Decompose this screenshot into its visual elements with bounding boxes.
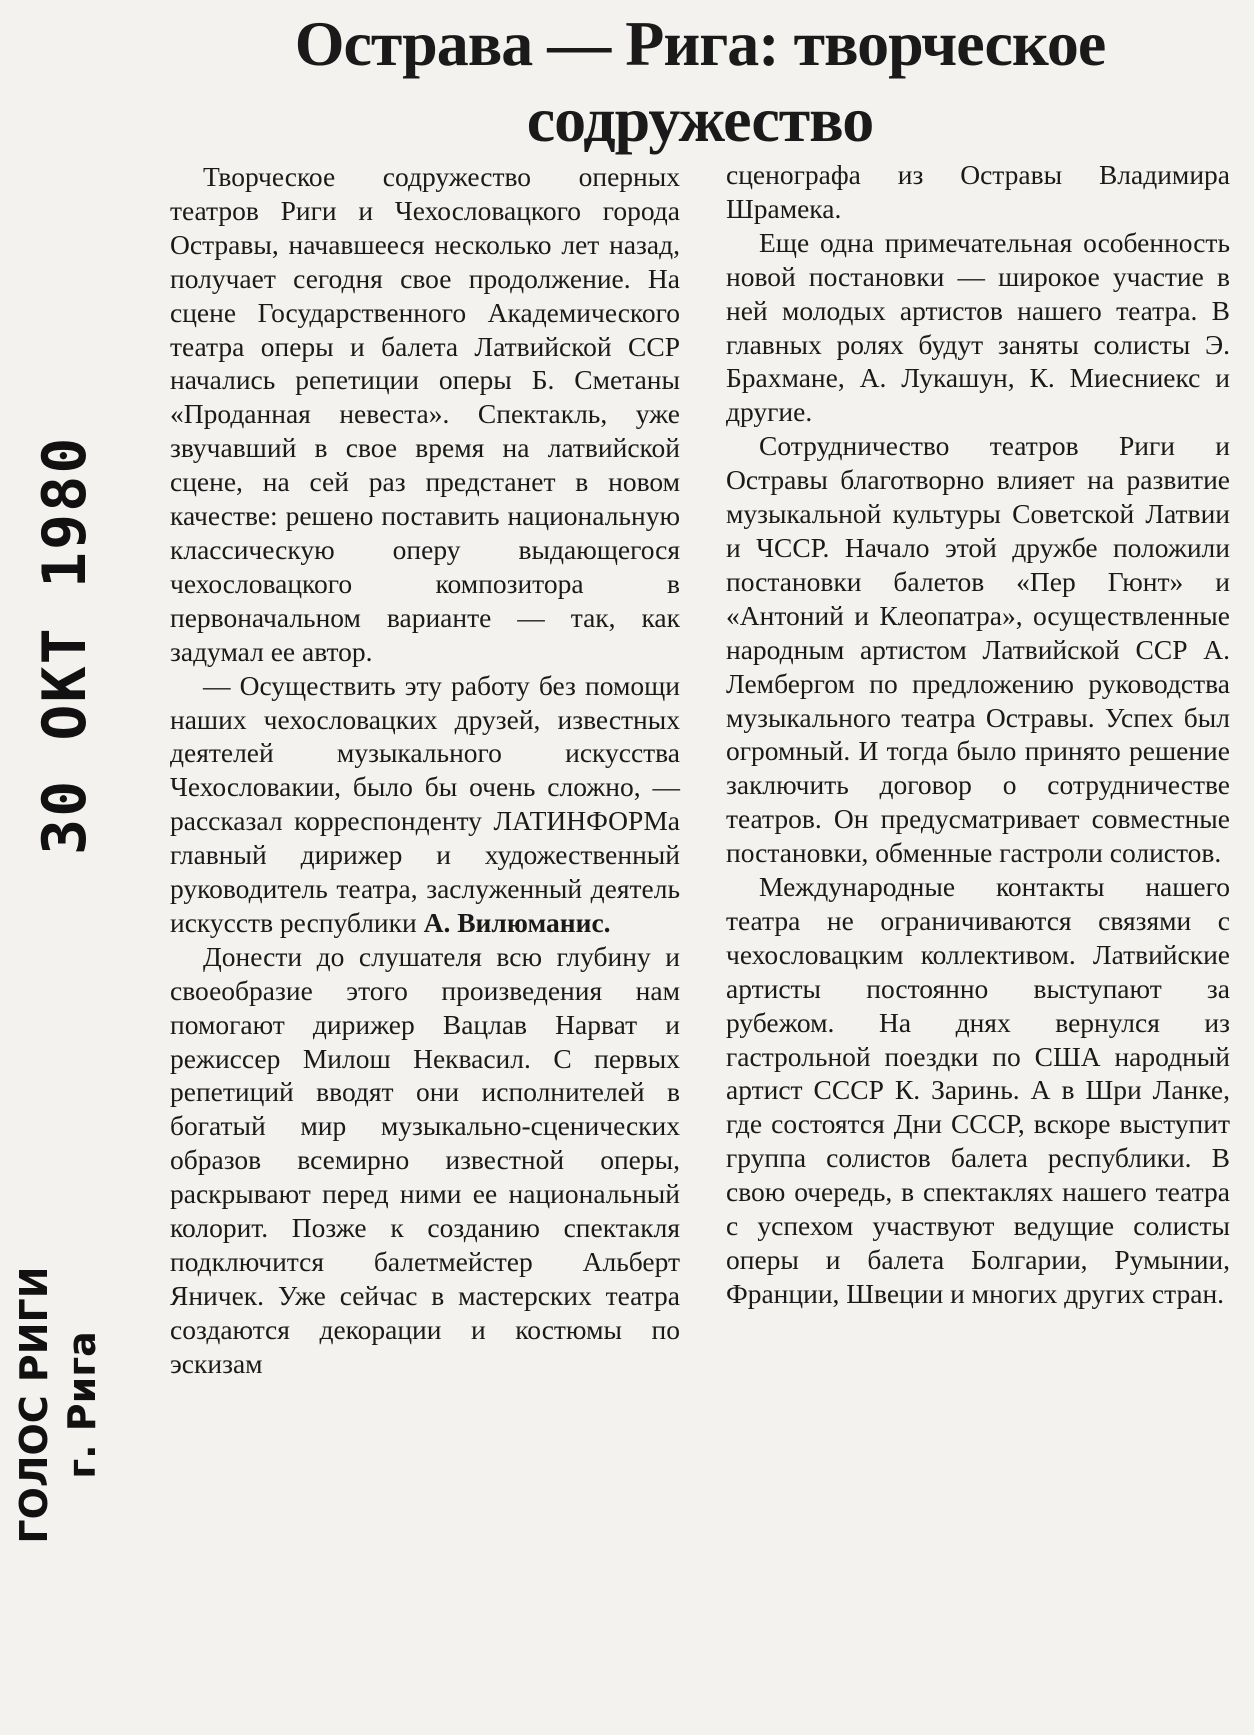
article-column-right bbox=[726, 158, 1230, 1311]
headline-line-1: Острава — Рига: творческое bbox=[294, 8, 1106, 79]
paragraph: Еще одна примечательная особенность новой постановки — широкое участие в ней молодых артистов нашего театра. В главных ролях будут заняты солисты Э. Брахмане, А. Лукашун, К. Миесниекс и другие. bbox=[726, 226, 1230, 428]
paragraph: Творческое содружество оперных театров Риги и Чехословацкого города Остравы, начавшееся несколько лет назад, получает сегодня свое продолжение. На сцене Государственного Академического театра оперы и балета Латвийской ССР начались репетиции оперы Б. Сметаны «Проданная невеста». Спектакль, уже звучавший в свое время на латвийской сцене, на сей раз предстанет в новом качестве: решено поставить национальную классическую оперу выдающегося чехословацкого композитора в первоначальном варианте — так, как задумал ее автор. bbox=[170, 161, 680, 667]
source-stamp-newspaper: ГОЛОС РИГИ bbox=[12, 1266, 56, 1544]
source-stamp-city: г. Рига bbox=[60, 1331, 104, 1479]
quote-person-name: А. Вилюманис. bbox=[423, 906, 611, 938]
paragraph: Сотрудничество театров Риги и Остравы благотворно влияет на развитие музыкальной культуры Советской Латвии и ЧССР. Начало этой дружбе положили постановки балетов «Пер Гюнт» и «Антоний и Клеопатра», осуществленные народным артистом Латвийской ССР А. Лембергом по предложению руководства музыкального театра Остравы. Успех был огромный. И тогда было принято решение заключить договор о сотрудничестве театров. Он предусматривает совместные постановки, обменные гастроли солистов. bbox=[726, 430, 1230, 869]
quote-text: — Осуществить эту работу без помощи наших чехословацких друзей, известных деятелей музыкального искусства Чехословакии, было бы очень сложно, — рассказал корреспонденту ЛАТИНФОРМа главный дирижер и художественный руководитель театра, заслуженный деятель искусств республики bbox=[170, 669, 680, 938]
paragraph: Донести до слушателя всю глубину и своеобразие этого произведения нам помогают дирижер Вацлав Нарват и режиссер Милош Неквасил. С первых репетиций вводят они исполнителей в богатый мир музыкально-сценических образов всемирно известной оперы, раскрывают перед ними ее национальный колорит. Позже к созданию спектакля подключится балетмейстер Альберт Яничек. Уже сейчас в мастерских театра создаются декорации и костюмы по эскизам bbox=[170, 940, 680, 1379]
paragraph: Международные контакты нашего театра не ограничиваются связями с чехословацким коллективом. Латвийские артисты постоянно выступают за рубежом. На днях вернулся из гастрольной поездки по США народный артист СССР К. Заринь. А в Шри Ланке, где состоятся Дни СССР, вскоре выступит группа солистов балета республики. В свою очередь, в спектаклях нашего театра с успехом участвуют ведущие солисты оперы и балета Болгарии, Румынии, Франции, Швеции и многих других стран. bbox=[726, 871, 1230, 1309]
article-headline bbox=[170, 6, 1230, 158]
paragraph-quote bbox=[170, 669, 680, 940]
headline-line-2: содружество bbox=[526, 84, 874, 155]
date-stamp: 30 ОКТ 1980 bbox=[30, 435, 100, 855]
paragraph-continuation: сценографа из Остравы Владимира Шрамека. bbox=[726, 159, 1230, 224]
source-stamp bbox=[10, 1240, 120, 1570]
article-column-left bbox=[170, 160, 680, 1381]
